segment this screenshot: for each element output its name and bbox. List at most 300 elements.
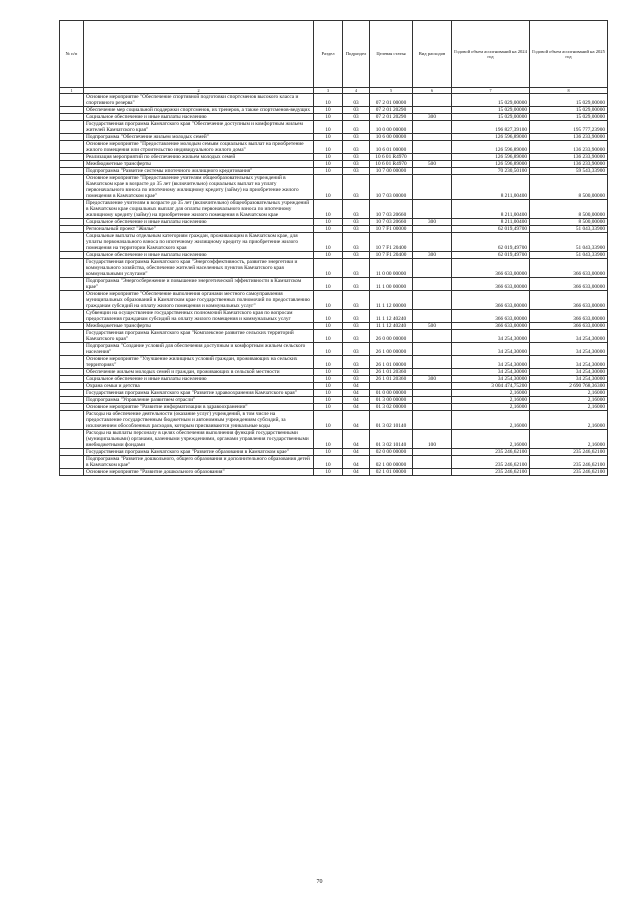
row-2025-value: 366 633,00000	[530, 323, 608, 330]
row-2025-value: 8 500,00000	[530, 175, 608, 200]
column-number: 1	[60, 88, 84, 94]
table-row	[60, 226, 608, 233]
table-row	[60, 94, 608, 107]
row-subsection-cell: 03	[343, 219, 370, 226]
row-section-cell: 10	[314, 343, 343, 356]
table-row	[60, 390, 608, 397]
row-csr-cell: 10 7 F1 20400	[370, 252, 413, 259]
row-section-cell: 10	[314, 278, 343, 291]
row-name-cell: Расходы на обеспечение деятельности (оказание услуг) учреждений, в том числе на предоставление государственным бюджетным и автономным учреждениям субсидий, за исключением обособленных расходов, которым присваиваются уникальные коды	[84, 411, 314, 430]
row-type-cell: 300	[413, 114, 452, 121]
row-subsection-cell: 03	[343, 226, 370, 233]
row-csr-cell: 10 7 F1 20400	[370, 233, 413, 252]
row-number-cell	[60, 390, 84, 397]
table-row	[60, 310, 608, 323]
row-name-cell: Подпрограмма "Создание условий для обеспечения доступным и комфортным жильем сельского населения"	[84, 343, 314, 356]
row-2025-value: 15 029,00000	[530, 94, 608, 107]
row-2025-value: 59 543,33900	[530, 168, 608, 175]
row-number-cell	[60, 449, 84, 456]
row-subsection-cell: 04	[343, 449, 370, 456]
row-subsection-cell: 04	[343, 383, 370, 390]
table-row	[60, 168, 608, 175]
row-subsection-cell: 03	[343, 252, 370, 259]
row-csr-cell: 01 3 02 10140	[370, 430, 413, 449]
row-type-cell	[413, 449, 452, 456]
row-type-cell	[413, 383, 452, 390]
table-row	[60, 252, 608, 259]
row-section-cell: 10	[314, 219, 343, 226]
row-subsection-cell: 03	[343, 343, 370, 356]
row-2024-value: 126 596,89000	[452, 161, 530, 168]
row-2025-value: 366 633,00000	[530, 259, 608, 278]
row-section-cell: 10	[314, 259, 343, 278]
row-type-cell	[413, 291, 452, 310]
row-name-cell: Подпрограмма "Развитие дошкольного, общего образования и дополнительного образования детей в Камчатском крае"	[84, 456, 314, 469]
row-section-cell: 10	[314, 456, 343, 469]
row-subsection-cell: 03	[343, 310, 370, 323]
row-name-cell: Социальные выплаты отдельным категориям граждан, проживающим в Камчатском крае, для уплаты первоначального взноса по ипотечному жилищному кредиту на приобретение жилого помещения на территории Камчатского края	[84, 233, 314, 252]
row-section-cell: 10	[314, 411, 343, 430]
row-2024-value: 8 211,00400	[452, 200, 530, 219]
table-row	[60, 219, 608, 226]
row-subsection-cell: 03	[343, 369, 370, 376]
row-number-cell	[60, 343, 84, 356]
row-csr-cell: 10 6 00 00000	[370, 134, 413, 141]
table-row	[60, 278, 608, 291]
column-number: 4	[343, 88, 370, 94]
header-subsection: Подраздел	[343, 21, 370, 88]
row-csr-cell: 01 3 02 00000	[370, 404, 413, 411]
row-subsection-cell: 03	[343, 278, 370, 291]
row-name-cell: Реализация мероприятий по обеспечению жильем молодых семей	[84, 154, 314, 161]
row-name-cell: Расходы на выплаты персоналу в целях обеспечения выполнения функций государственными (муниципальными) органами, казенными учреждениями, органами управления государственными внебюджетными фондами	[84, 430, 314, 449]
row-2025-value: 235 246,62100	[530, 469, 608, 476]
row-2024-value: 34 254,30000	[452, 343, 530, 356]
row-2024-value: 2,16000	[452, 430, 530, 449]
row-name-cell: Основное мероприятие "Улучшение жилищных условий граждан, проживающих на сельских территориях"	[84, 356, 314, 369]
column-number: 3	[314, 88, 343, 94]
row-csr-cell: 10 7 03 20660	[370, 219, 413, 226]
row-type-cell: 300	[413, 376, 452, 383]
row-type-cell	[413, 343, 452, 356]
row-section-cell: 10	[314, 310, 343, 323]
row-name-cell: Подпрограмма "Обеспечение жильем молодых семей"	[84, 134, 314, 141]
row-type-cell	[413, 469, 452, 476]
row-number-cell	[60, 121, 84, 134]
row-subsection-cell: 04	[343, 397, 370, 404]
row-type-cell	[413, 154, 452, 161]
column-number: 2	[84, 88, 314, 94]
row-csr-cell: 07 2 01 20290	[370, 114, 413, 121]
row-section-cell: 10	[314, 390, 343, 397]
row-csr-cell: 10 0 00 00000	[370, 121, 413, 134]
row-2024-value: 34 254,30000	[452, 369, 530, 376]
row-subsection-cell: 04	[343, 456, 370, 469]
table-row	[60, 259, 608, 278]
row-number-cell	[60, 323, 84, 330]
row-number-cell	[60, 141, 84, 154]
row-number-cell	[60, 200, 84, 219]
row-name-cell: Предоставление учителям в возрасте до 35 лет (включительно) общеобразовательных учреждений в Камчатском крае социальных выплат для оплаты первоначального взноса по ипотечному жилищному кредиту (займу) на приобретение жилого помещения в Камчатском крае	[84, 200, 314, 219]
row-subsection-cell: 03	[343, 291, 370, 310]
row-name-cell: Подпрограмма "Энергосбережение и повышение энергетической эффективности в Камчатском крае"	[84, 278, 314, 291]
row-name-cell: Основное мероприятие "Предоставление учителям общеобразовательных учреждений в Камчатском крае в возрасте до 35 лет (включительно) социальных выплат на уплату первоначального взноса по ипотечному жилищному кредиту (займу) на приобретение жилого помещения в Камчатском крае"	[84, 175, 314, 200]
row-2024-value: 2,16000	[452, 397, 530, 404]
row-2025-value: 15 029,00000	[530, 107, 608, 114]
row-type-cell	[413, 168, 452, 175]
row-csr-cell: 26 1 01 20360	[370, 369, 413, 376]
row-subsection-cell: 03	[343, 200, 370, 219]
row-2024-value: 366 633,00000	[452, 291, 530, 310]
row-csr-cell: 26 1 01 20360	[370, 376, 413, 383]
row-subsection-cell: 03	[343, 161, 370, 168]
row-2025-value: 34 254,30000	[530, 356, 608, 369]
row-name-cell: Государственная программа Камчатского края "Обеспечение доступным и комфортным жильем жителей Камчатского края"	[84, 121, 314, 134]
row-2025-value: 136 233,90000	[530, 134, 608, 141]
row-section-cell: 10	[314, 107, 343, 114]
row-name-cell: Государственная программа Камчатского края "Комплексное развитие сельских территорий Камчатского края"	[84, 330, 314, 343]
table-row	[60, 430, 608, 449]
row-type-cell: 100	[413, 430, 452, 449]
row-number-cell	[60, 469, 84, 476]
row-name-cell: Государственная программа Камчатского края "Развитие здравоохранения Камчатского края"	[84, 390, 314, 397]
row-subsection-cell: 03	[343, 134, 370, 141]
row-name-cell: Основное мероприятие "Обеспечение спортивной подготовки спортсменов высокого класса и спортивного резерва"	[84, 94, 314, 107]
row-section-cell: 10	[314, 383, 343, 390]
row-2025-value: 2 690 768,36300	[530, 383, 608, 390]
row-2025-value: 34 254,30000	[530, 369, 608, 376]
row-2025-value: 51 043,33900	[530, 226, 608, 233]
row-number-cell	[60, 259, 84, 278]
row-csr-cell: 01 3 00 00000	[370, 397, 413, 404]
header-csr: Целевая статья	[370, 21, 413, 88]
table-row	[60, 121, 608, 134]
row-section-cell: 10	[314, 121, 343, 134]
table-row	[60, 369, 608, 376]
row-csr-cell: 11 1 00 00000	[370, 278, 413, 291]
row-name-cell: Государственная программа Камчатского края "Энергоэффективность, развитие энергетики и коммунального хозяйства, обеспечение жителей населенных пунктов Камчатского края коммунальными услугами"	[84, 259, 314, 278]
row-subsection-cell: 03	[343, 94, 370, 107]
header-section: Раздел	[314, 21, 343, 88]
row-type-cell	[413, 233, 452, 252]
row-subsection-cell: 03	[343, 323, 370, 330]
row-2024-value: 235 246,62100	[452, 469, 530, 476]
row-2024-value: 2,16000	[452, 404, 530, 411]
row-2024-value: 2,16000	[452, 390, 530, 397]
row-2024-value: 2,16000	[452, 411, 530, 430]
row-section-cell: 10	[314, 330, 343, 343]
row-name-cell: Охрана семьи и детства	[84, 383, 314, 390]
row-type-cell	[413, 369, 452, 376]
row-section-cell: 10	[314, 154, 343, 161]
column-number: 7	[452, 88, 530, 94]
row-number-cell	[60, 226, 84, 233]
row-name-cell: Подпрограмма "Развитие системы ипотечного жилищного кредитования"	[84, 168, 314, 175]
row-subsection-cell: 03	[343, 121, 370, 134]
row-number-cell	[60, 175, 84, 200]
row-name-cell: Основное мероприятие "Обеспечение выполнения органами местного самоуправления муниципальных образований в Камчатском крае государственных полномочий по предоставлению гражданам субсидий на оплату жилого помещения и коммунальных услуг"	[84, 291, 314, 310]
header-2025: Годовой объем ассигнований на 2025 год	[530, 21, 608, 88]
row-2025-value: 34 254,30000	[530, 376, 608, 383]
row-subsection-cell: 04	[343, 404, 370, 411]
row-type-cell: 300	[413, 219, 452, 226]
table-row	[60, 175, 608, 200]
row-type-cell: 500	[413, 161, 452, 168]
table-row	[60, 404, 608, 411]
row-2024-value: 8 211,00400	[452, 175, 530, 200]
row-2025-value: 366 633,00000	[530, 310, 608, 323]
row-section-cell: 10	[314, 449, 343, 456]
row-subsection-cell: 03	[343, 356, 370, 369]
row-2025-value: 195 777,23900	[530, 121, 608, 134]
row-type-cell	[413, 310, 452, 323]
row-2024-value: 15 029,00000	[452, 114, 530, 121]
row-type-cell	[413, 175, 452, 200]
column-number: 6	[413, 88, 452, 94]
row-number-cell	[60, 134, 84, 141]
row-number-cell	[60, 404, 84, 411]
row-section-cell: 10	[314, 94, 343, 107]
row-number-cell	[60, 252, 84, 259]
table-row	[60, 330, 608, 343]
row-type-cell	[413, 456, 452, 469]
row-type-cell	[413, 107, 452, 114]
row-2025-value: 34 254,30000	[530, 330, 608, 343]
header-num: № п/п	[60, 21, 84, 88]
table-row	[60, 107, 608, 114]
row-subsection-cell: 03	[343, 259, 370, 278]
row-csr-cell: 02 0 00 00000	[370, 449, 413, 456]
row-csr-cell: 02 1 00 00000	[370, 456, 413, 469]
row-section-cell: 10	[314, 114, 343, 121]
row-type-cell	[413, 397, 452, 404]
row-2025-value: 2,16000	[530, 411, 608, 430]
row-csr-cell: 10 7 F1 00000	[370, 226, 413, 233]
table-row	[60, 356, 608, 369]
row-2025-value: 2,16000	[530, 404, 608, 411]
row-name-cell: Межбюджетные трансферты	[84, 161, 314, 168]
row-subsection-cell: 03	[343, 141, 370, 154]
row-name-cell: Региональный проект "Жилье"	[84, 226, 314, 233]
row-csr-cell: 11 1 12 40240	[370, 323, 413, 330]
row-2025-value: 51 043,33900	[530, 252, 608, 259]
row-2024-value: 366 633,00000	[452, 310, 530, 323]
row-2024-value: 62 019,49700	[452, 226, 530, 233]
row-subsection-cell: 03	[343, 168, 370, 175]
row-number-cell	[60, 456, 84, 469]
row-2024-value: 34 254,30000	[452, 376, 530, 383]
row-2025-value: 15 029,00000	[530, 114, 608, 121]
row-section-cell: 10	[314, 291, 343, 310]
row-csr-cell: 02 1 01 00000	[370, 469, 413, 476]
row-name-cell: Основное мероприятие "Развитие дошкольного образования"	[84, 469, 314, 476]
row-2025-value: 136 233,90000	[530, 141, 608, 154]
page-number: 70	[316, 879, 323, 885]
row-number-cell	[60, 397, 84, 404]
row-section-cell: 10	[314, 200, 343, 219]
row-2025-value: 136 233,90000	[530, 161, 608, 168]
row-subsection-cell: 03	[343, 154, 370, 161]
row-section-cell: 10	[314, 356, 343, 369]
row-number-cell	[60, 330, 84, 343]
row-type-cell	[413, 200, 452, 219]
row-csr-cell: 26 0 00 00000	[370, 330, 413, 343]
row-name-cell: Субвенции на осуществление государственных полномочий Камчатского края по вопросам предоставления гражданам субсидий на оплату жилого помещения и коммунальных услуг	[84, 310, 314, 323]
row-subsection-cell: 03	[343, 175, 370, 200]
row-csr-cell: 01 3 02 10140	[370, 411, 413, 430]
row-name-cell: Основное мероприятие "Предоставление молодым семьям социальных выплат на приобретение жилого помещения или строительство индивидуального жилого дома"	[84, 141, 314, 154]
table-row	[60, 154, 608, 161]
row-section-cell: 10	[314, 397, 343, 404]
row-2024-value: 366 633,00000	[452, 278, 530, 291]
row-section-cell: 10	[314, 226, 343, 233]
row-section-cell: 10	[314, 323, 343, 330]
row-name-cell: Обеспечение мер социальной поддержки спортсменов, их тренеров, а также спортсменов-ведущих	[84, 107, 314, 114]
row-name-cell: Подпрограмма "Управление развитием отрасли"	[84, 397, 314, 404]
row-type-cell: 300	[413, 252, 452, 259]
row-number-cell	[60, 430, 84, 449]
row-name-cell: Социальное обеспечение и иные выплаты населению	[84, 219, 314, 226]
row-number-cell	[60, 278, 84, 291]
row-csr-cell: 10 6 01 R4970	[370, 154, 413, 161]
table-row	[60, 141, 608, 154]
row-2025-value: 2,16000	[530, 430, 608, 449]
row-type-cell	[413, 141, 452, 154]
table-row	[60, 161, 608, 168]
row-2025-value: 8 500,00000	[530, 219, 608, 226]
table-row	[60, 343, 608, 356]
row-2024-value: 366 633,00000	[452, 323, 530, 330]
row-number-cell	[60, 411, 84, 430]
row-section-cell: 10	[314, 233, 343, 252]
row-type-cell: 500	[413, 323, 452, 330]
row-type-cell	[413, 330, 452, 343]
row-section-cell: 10	[314, 161, 343, 168]
row-type-cell	[413, 121, 452, 134]
table-row	[60, 456, 608, 469]
row-2024-value: 126 596,89000	[452, 134, 530, 141]
table-row	[60, 383, 608, 390]
row-2024-value: 62 019,49700	[452, 252, 530, 259]
row-2025-value: 235 246,62100	[530, 449, 608, 456]
row-2025-value: 8 500,00000	[530, 200, 608, 219]
row-2025-value: 366 633,00000	[530, 291, 608, 310]
row-2024-value: 126 596,89000	[452, 141, 530, 154]
row-csr-cell: 10 7 03 20660	[370, 200, 413, 219]
budget-table	[59, 20, 608, 476]
row-name-cell: Обеспечение жильем молодых семей и граждан, проживающих в сельской местности	[84, 369, 314, 376]
row-2024-value: 235 246,62100	[452, 449, 530, 456]
row-type-cell	[413, 226, 452, 233]
row-csr-cell: 10 7 00 00000	[370, 168, 413, 175]
row-section-cell: 10	[314, 252, 343, 259]
row-type-cell	[413, 356, 452, 369]
table-row	[60, 449, 608, 456]
row-2024-value: 70 230,50100	[452, 168, 530, 175]
row-2024-value: 3 004 474,75200	[452, 383, 530, 390]
row-2024-value: 366 633,00000	[452, 259, 530, 278]
row-section-cell: 10	[314, 168, 343, 175]
column-number: 5	[370, 88, 413, 94]
row-2025-value: 366 633,00000	[530, 278, 608, 291]
row-subsection-cell: 03	[343, 233, 370, 252]
header-name	[84, 21, 314, 88]
row-2024-value: 62 019,49700	[452, 233, 530, 252]
row-section-cell: 10	[314, 469, 343, 476]
row-2024-value: 34 254,30000	[452, 356, 530, 369]
row-section-cell: 10	[314, 404, 343, 411]
row-2025-value: 2,16000	[530, 390, 608, 397]
row-2024-value: 8 211,00400	[452, 219, 530, 226]
row-type-cell	[413, 278, 452, 291]
row-csr-cell: 26 1 00 00000	[370, 343, 413, 356]
row-csr-cell: 10 6 01 00000	[370, 141, 413, 154]
header-row	[60, 21, 608, 88]
row-subsection-cell: 04	[343, 390, 370, 397]
row-2025-value: 235 246,62100	[530, 456, 608, 469]
row-section-cell: 10	[314, 175, 343, 200]
row-type-cell	[413, 411, 452, 430]
row-name-cell: Социальное обеспечение и иные выплаты населению	[84, 376, 314, 383]
row-csr-cell: 07 2 01 20290	[370, 107, 413, 114]
table-row	[60, 323, 608, 330]
row-number-cell	[60, 94, 84, 107]
row-type-cell	[413, 134, 452, 141]
row-csr-cell: 10 6 01 R4970	[370, 161, 413, 168]
row-csr-cell: 10 7 03 00000	[370, 175, 413, 200]
row-csr-cell: 07 2 01 00000	[370, 94, 413, 107]
table-row	[60, 200, 608, 219]
row-number-cell	[60, 369, 84, 376]
row-number-cell	[60, 291, 84, 310]
table-row	[60, 411, 608, 430]
table-row	[60, 397, 608, 404]
row-csr-cell: 11 1 12 00000	[370, 291, 413, 310]
row-csr-cell: 01 0 00 00000	[370, 390, 413, 397]
table-row	[60, 469, 608, 476]
row-type-cell	[413, 390, 452, 397]
table-row	[60, 376, 608, 383]
column-number: 8	[530, 88, 608, 94]
row-number-cell	[60, 376, 84, 383]
row-number-cell	[60, 161, 84, 168]
row-number-cell	[60, 107, 84, 114]
row-type-cell	[413, 259, 452, 278]
row-section-cell: 10	[314, 430, 343, 449]
row-subsection-cell: 03	[343, 107, 370, 114]
row-name-cell: Основное мероприятие "Развитие информатизации в здравоохранении"	[84, 404, 314, 411]
table-row	[60, 233, 608, 252]
row-number-cell	[60, 219, 84, 226]
row-csr-cell: 11 1 12 40240	[370, 310, 413, 323]
row-number-cell	[60, 154, 84, 161]
row-2024-value: 196 827,39100	[452, 121, 530, 134]
row-subsection-cell: 03	[343, 114, 370, 121]
row-subsection-cell: 03	[343, 376, 370, 383]
header-2024: Годовой объем ассигнований на 2024 год	[452, 21, 530, 88]
row-2025-value: 2,16000	[530, 397, 608, 404]
row-2024-value: 15 029,00000	[452, 94, 530, 107]
row-name-cell: Социальное обеспечение и иные выплаты населению	[84, 252, 314, 259]
row-section-cell: 10	[314, 134, 343, 141]
row-2025-value: 34 254,30000	[530, 343, 608, 356]
row-2024-value: 235 246,62100	[452, 456, 530, 469]
table-row	[60, 114, 608, 121]
header-type: Вид расходов	[413, 21, 452, 88]
row-type-cell	[413, 404, 452, 411]
row-2025-value: 136 233,90000	[530, 154, 608, 161]
row-section-cell: 10	[314, 141, 343, 154]
